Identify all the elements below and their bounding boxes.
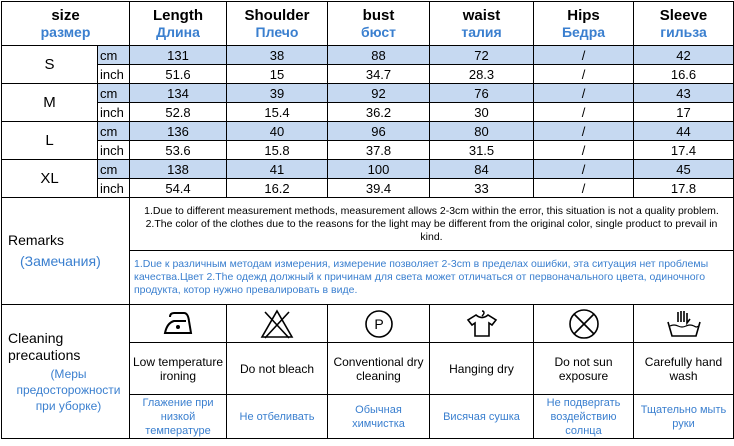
care-label-en: Low temperature ironing [130,343,227,395]
table-cell: 31.5 [430,141,534,160]
remarks-note-ru: 1.Due к различным методам измерения, измерение позволяет 2-3cm в пределах ошибки, эта ситуация нет проблемы качества.Цвет 2.The одежд должный к причинам для света может отличаться от первоначального цвета, одиночного продукта, котор нужно превалировать в виде. [130,251,734,305]
table-cell: / [534,84,634,103]
table-cell: 34.7 [328,65,430,84]
table-cell: 92 [328,84,430,103]
care-label-en: Do not sun exposure [534,343,634,395]
table-cell: 41 [227,160,328,179]
care-label-ru: Глажение при низкой температуре [130,395,227,439]
table-cell: 28.3 [430,65,534,84]
table-cell: 76 [430,84,534,103]
care-label-ru: Тщательно мыть руки [634,395,734,439]
table-cell: 131 [130,46,227,65]
table-cell: / [534,103,634,122]
table-cell: 17 [634,103,734,122]
table-cell: 44 [634,122,734,141]
unit-inch: inch [98,103,130,122]
table-cell: 15 [227,65,328,84]
care-label-ru: Не подвергать воздействию солнца [534,395,634,439]
size-l-inch-row [2,141,734,160]
table-cell: 138 [130,160,227,179]
svg-text:P: P [373,315,384,332]
table-cell: 15.8 [227,141,328,160]
remarks-label [2,198,130,305]
table-cell: 134 [130,84,227,103]
table-cell: 38 [227,46,328,65]
care-label-en: Carefully hand wash [634,343,734,395]
care-label-ru: Обычная химчистка [328,395,430,439]
remarks-label-ru: (Замечания) [20,253,101,269]
size-xl-cm-row [2,160,734,179]
remarks-en-row [2,198,734,251]
table-cell: 17.4 [634,141,734,160]
size-label-m: M [2,84,98,122]
header-hips: Hips Бедра [534,2,634,46]
table-cell: 37.8 [328,141,430,160]
remarks-note-en: 1.Due to different measurement methods, measurement allows 2-3cm within the error, this situation is not a quality problem. 2.The color of the clothes due to the reasons for the light may be different from the original color, single product to prevail in kind. [130,198,734,251]
table-cell: 53.6 [130,141,227,160]
size-chart-table [1,1,734,439]
size-label-xl: XL [2,160,98,198]
size-label-l: L [2,122,98,160]
unit-cm: cm [98,122,130,141]
table-cell: 54.4 [130,179,227,198]
care-label-ru: Не отбеливать [227,395,328,439]
no-sun-icon [534,305,634,343]
care-label-en: Do not bleach [227,343,328,395]
table-cell: 100 [328,160,430,179]
size-s-cm-row [2,46,734,65]
header-size [2,2,130,46]
header-sleeve: Sleeve гильза [634,2,734,46]
size-label-s: S [2,46,98,84]
table-cell: / [534,141,634,160]
table-cell: 16.6 [634,65,734,84]
header-bust: bust бюст [328,2,430,46]
dry-clean-p-icon [328,305,430,343]
cleaning-icon-row [2,305,734,343]
cleaning-label-en: Cleaning precautions [8,329,81,363]
size-s-inch-row [2,65,734,84]
header-size-ru: размер [40,24,91,40]
care-label-en: Hanging dry [430,343,534,395]
no-bleach-icon [227,305,328,343]
header-size-en: size [51,7,80,24]
table-cell: 136 [130,122,227,141]
size-xl-inch-row [2,179,734,198]
unit-inch: inch [98,65,130,84]
care-label-en: Conventional dry cleaning [328,343,430,395]
care-label-ru: Висячая сушка [430,395,534,439]
table-cell: 43 [634,84,734,103]
table-cell: 80 [430,122,534,141]
hand-wash-icon [634,305,734,343]
table-cell: / [534,160,634,179]
unit-cm: cm [98,160,130,179]
table-cell: 16.2 [227,179,328,198]
table-cell: 36.2 [328,103,430,122]
table-cell: 45 [634,160,734,179]
unit-cm: cm [98,84,130,103]
unit-inch: inch [98,179,130,198]
table-cell: 51.6 [130,65,227,84]
table-cell: / [534,65,634,84]
header-waist: waist талия [430,2,534,46]
table-cell: / [534,46,634,65]
iron-low-icon [130,305,227,343]
unit-inch: inch [98,141,130,160]
table-cell: 33 [430,179,534,198]
table-cell: 84 [430,160,534,179]
header-length: Length Длина [130,2,227,46]
table-cell: 88 [328,46,430,65]
size-l-cm-row [2,122,734,141]
cleaning-label-ru: (Меры предосторожности при уборке) [16,366,121,413]
table-cell: 42 [634,46,734,65]
table-cell: 17.8 [634,179,734,198]
unit-cm: cm [98,46,130,65]
table-cell: / [534,179,634,198]
table-cell: 52.8 [130,103,227,122]
table-cell: 72 [430,46,534,65]
header-shoulder: Shoulder Плечо [227,2,328,46]
size-m-cm-row [2,84,734,103]
cleaning-label [2,305,130,439]
size-m-inch-row [2,103,734,122]
table-cell: 30 [430,103,534,122]
table-cell: 96 [328,122,430,141]
table-cell: 39 [227,84,328,103]
hang-dry-icon [430,305,534,343]
table-cell: 39.4 [328,179,430,198]
table-cell: 15.4 [227,103,328,122]
table-cell: / [534,122,634,141]
remarks-label-en: Remarks [8,232,65,248]
header-row [2,2,734,46]
table-cell: 40 [227,122,328,141]
